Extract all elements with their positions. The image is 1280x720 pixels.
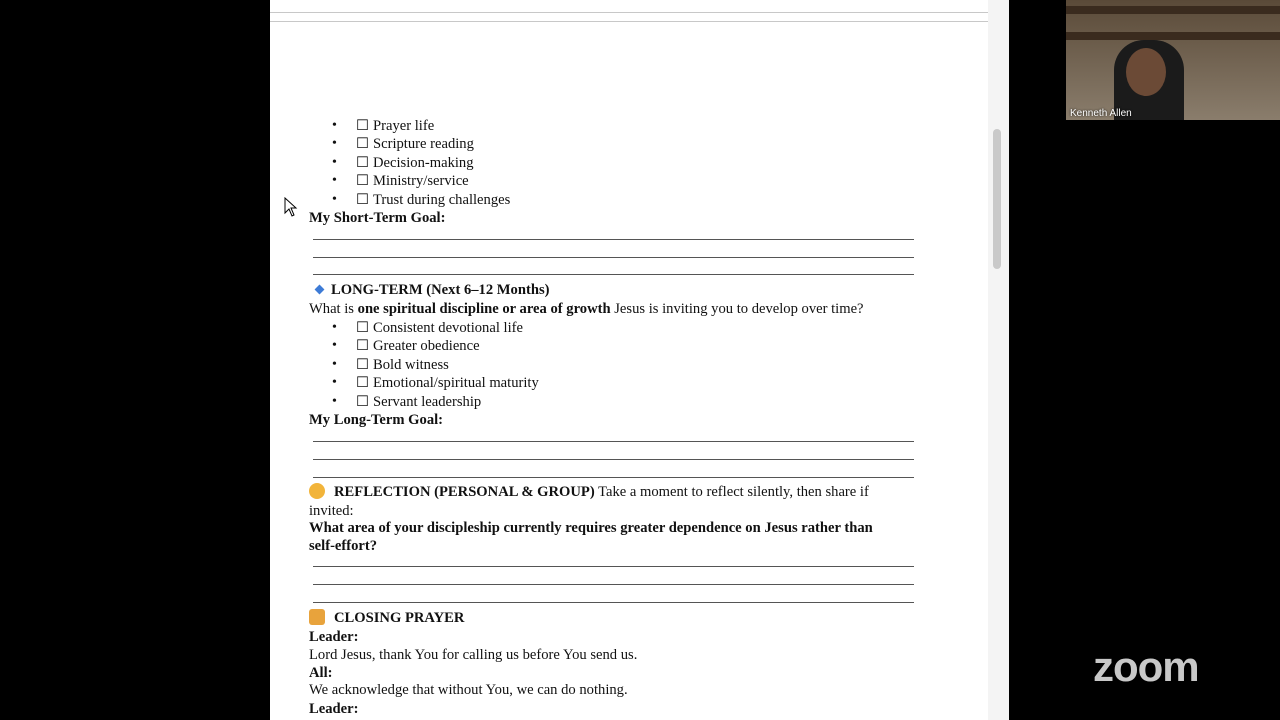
divider — [270, 21, 988, 22]
bookshelf — [1066, 6, 1280, 14]
leader-line: Lord Jesus, thank You for calling us before You send us. — [309, 647, 638, 663]
praying-hands-icon — [309, 609, 325, 625]
long-term-question: What is one spiritual discipline or area of growth Jesus is inviting you to develop over time? — [309, 301, 864, 317]
checkbox-icon[interactable]: ☐ — [356, 192, 370, 208]
checkbox-icon[interactable]: ☐ — [356, 320, 370, 336]
scrollbar-thumb[interactable] — [993, 129, 1001, 269]
divider — [270, 12, 988, 13]
answer-line[interactable] — [313, 239, 914, 240]
leader-label: Leader: — [309, 629, 359, 645]
answer-line[interactable] — [313, 584, 914, 585]
mouse-cursor-icon — [284, 197, 298, 217]
bookshelf — [1066, 32, 1280, 40]
checkbox-icon[interactable]: ☐ — [356, 375, 370, 391]
all-label: All: — [309, 665, 333, 681]
participant-face — [1126, 48, 1166, 96]
answer-line[interactable] — [313, 459, 914, 460]
checkbox-icon[interactable]: ☐ — [356, 394, 370, 410]
thinking-face-icon — [309, 483, 325, 499]
short-term-goal-label: My Short-Term Goal: — [309, 210, 446, 226]
participant-name: Kenneth Allen — [1070, 108, 1132, 119]
scrollbar-track[interactable] — [988, 0, 1009, 720]
answer-line[interactable] — [313, 274, 914, 275]
checkbox-icon[interactable]: ☐ — [356, 136, 370, 152]
long-term-goal-label: My Long-Term Goal: — [309, 412, 444, 428]
participant-video[interactable] — [1066, 0, 1280, 120]
answer-line[interactable] — [313, 566, 914, 567]
closing-heading: CLOSING PRAYER — [309, 609, 464, 627]
reflection-heading: REFLECTION (PERSONAL & GROUP) Take a moment to reflect silently, then share if — [309, 483, 869, 501]
checkbox-icon[interactable]: ☐ — [356, 155, 370, 171]
leader-label: Leader: — [309, 701, 359, 717]
answer-line[interactable] — [313, 441, 914, 442]
zoom-logo: zoom — [1093, 643, 1199, 690]
checkbox-icon[interactable]: ☐ — [356, 338, 370, 354]
checkbox-icon[interactable]: ☐ — [356, 357, 370, 373]
checkbox-icon[interactable]: ☐ — [356, 118, 370, 134]
answer-line[interactable] — [313, 602, 914, 603]
all-line: We acknowledge that without You, we can do nothing. — [309, 682, 628, 698]
checkbox-icon[interactable]: ☐ — [356, 173, 370, 189]
answer-line[interactable] — [313, 257, 914, 258]
answer-line[interactable] — [313, 477, 914, 478]
reflection-intro: invited: — [309, 503, 354, 519]
reflection-question-cont: self-effort? — [309, 538, 378, 554]
reflection-question: What area of your discipleship currently requires greater dependence on Jesus rather than — [309, 520, 873, 536]
diamond-icon — [315, 285, 325, 295]
long-term-heading: LONG-TERM (Next 6–12 Months) — [309, 281, 550, 299]
